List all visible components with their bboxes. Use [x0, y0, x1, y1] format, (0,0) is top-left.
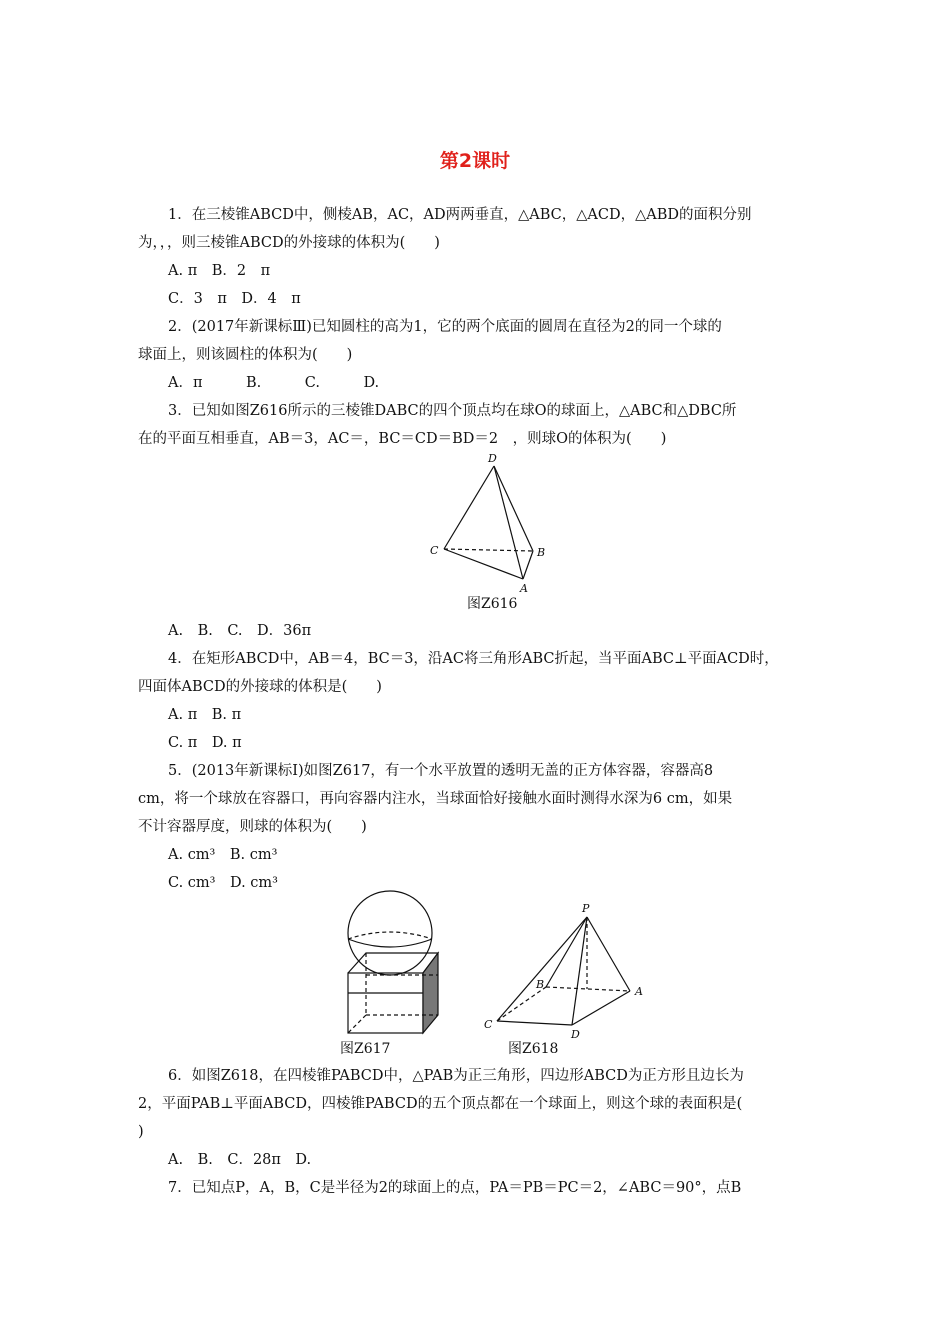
q5-options-ab: A. cm³ B. cm³ [168, 847, 278, 863]
q5-line2: cm，将一个球放在容器口，再向容器内注水，当球面恰好接触水面时测得水深为6 cm，如果 [138, 791, 733, 807]
q5-line1: 5．(2013年新课标Ⅰ)如图Z617，有一个水平放置的透明无盖的正方体容器，容器高8 [168, 763, 714, 779]
figure-z618-caption: 图Z618 [508, 1041, 559, 1057]
q4-line2: 四面体ABCD的外接球的体积是( ) [138, 679, 382, 695]
q2-line2: 球面上，则该圆柱的体积为( ) [138, 347, 353, 363]
q1-line1: 1．在三棱锥ABCD中，侧棱AB，AC，AD两两垂直，△ABC，△ACD，△ABD的面积分别 [168, 207, 752, 223]
q3-options: A. B. C. D．36π [168, 623, 312, 639]
figure-z616-tetrahedron [420, 452, 560, 597]
q1-options-ab: A. π B．2 π [168, 263, 271, 279]
q4-options-ab: A. π B. π [168, 707, 242, 723]
q5-options-cd: C. cm³ D. cm³ [168, 875, 278, 891]
q6-line1: 6．如图Z618，在四棱锥PABCD中，△PAB为正三角形，四边形ABCD为正方形且边长为 [168, 1068, 744, 1084]
q4-line1: 4．在矩形ABCD中，AB＝4，BC＝3，沿AC将三角形ABC折起，当平面ABC⊥平面ACD时， [168, 651, 779, 667]
label-c: C [430, 544, 439, 557]
label-d: D [571, 1028, 580, 1041]
figure-z617-sphere-on-cube [340, 895, 450, 1040]
label-b: B [536, 978, 545, 991]
q4-options-cd: C. π D. π [168, 735, 242, 751]
q6-options: A. B. C．28π D. [168, 1152, 312, 1168]
q3-line2: 在的平面互相垂直，AB＝3，AC＝，BC＝CD＝BD＝2 ，则球O的体积为( ) [138, 431, 667, 447]
q6-line3: ) [138, 1124, 144, 1140]
label-d: D [488, 452, 497, 465]
q2-line1: 2．(2017年新课标Ⅲ)已知圆柱的高为1，它的两个底面的圆周在直径为2的同一个球的 [168, 319, 722, 335]
q6-line2: 2，平面PAB⊥平面ABCD，四棱锥PABCD的五个顶点都在一个球面上，则这个球的表面积是( [138, 1096, 743, 1112]
q1-line2: 为，，，则三棱锥ABCD的外接球的体积为( ) [138, 235, 440, 251]
q5-line3: 不计容器厚度，则球的体积为( ) [138, 819, 367, 835]
q3-line1: 3．已知如图Z616所示的三棱锥DABC的四个顶点均在球O的球面上，△ABC和△DBC所 [168, 403, 737, 419]
figure-z617-caption: 图Z617 [340, 1041, 391, 1057]
q7-line1: 7．已知点P，A，B，C是半径为2的球面上的点，PA＝PB＝PC＝2，∠ABC＝90°，点B [168, 1180, 742, 1196]
label-p: P [582, 902, 590, 915]
q1-options-cd: C．3 π D．4 π [168, 291, 301, 307]
figure-z618-pyramid [480, 900, 660, 1040]
q2-options: A．π B. C. D. [168, 375, 380, 391]
page-title: 第2课时 [439, 150, 511, 172]
label-a: A [635, 985, 643, 998]
label-a: A [520, 582, 528, 595]
label-c: C [484, 1018, 493, 1031]
label-b: B [537, 546, 546, 559]
figure-z616-caption: 图Z616 [467, 596, 518, 612]
